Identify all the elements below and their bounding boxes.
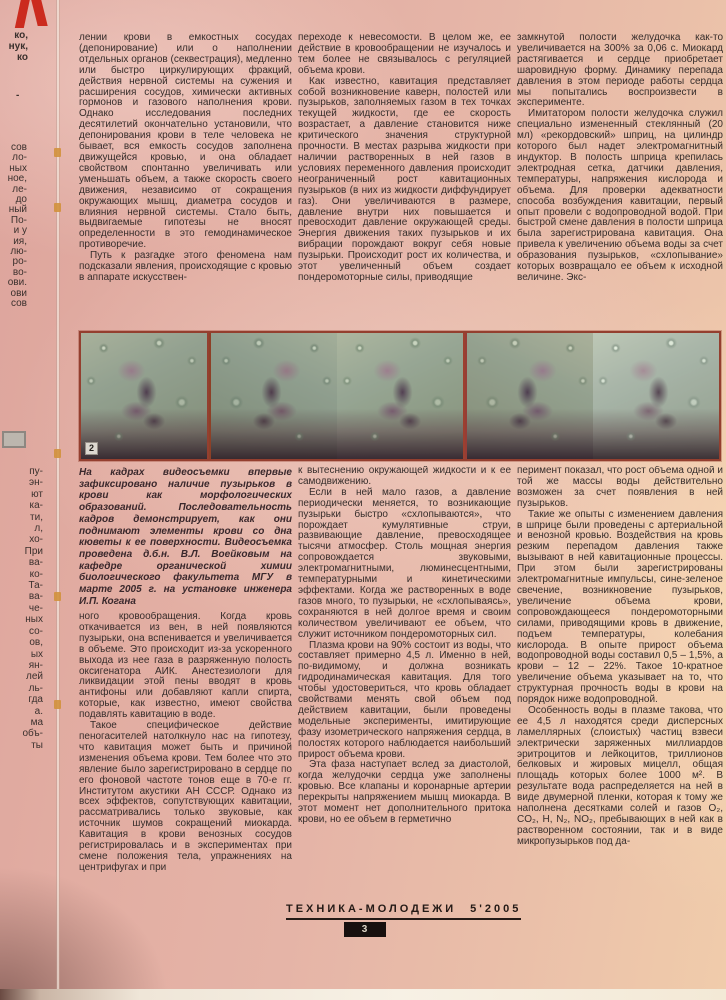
article-column-1-top [79, 33, 292, 332]
binding-tape-mark [54, 148, 61, 157]
spine-fragments-middle [0, 143, 27, 310]
text-fragment: ови. [7, 277, 27, 289]
paragraph: Особенность воды в плазме такова, что ее 4,5 л находятся среди дисперсных ламеллярных (слоистых) частиц взвеси электрически заряженных миллиардов эритроцитов и лейкоцитов, триллионов белковых и жировых мицелл, общая площадь которых более 1000 м². В результате вода распределяется на ней в виде двумерной пленки, которая к тому же наполнена десятками солей и газов O₂, CO₂, H, N₂, NO₂, пребывающих в ней как в растворенном состоянии, так и в виде микропузырьков под да- [517, 704, 723, 847]
text-fragment: со- [28, 625, 43, 637]
page-bottom-edge [0, 989, 726, 1000]
text-fragment: ых [30, 648, 43, 660]
binding-tape-mark [54, 700, 61, 709]
text-fragment: ных [25, 614, 43, 626]
text-fragment: пу- [29, 466, 43, 477]
paragraph: Такие же опыты с изменением давления в шприце были проведены с артериальной и венозной кровью. Воздействия на кровь резким перепадом давления также вызывают в ней кавитационные процессы. При этом были зарегистрированы электромагнитные импульсы, сине-зеленое свечение, возникновение пузырьков, увеличение объема крови, сопровождающееся пондеромоторными силами, приводящими кровь в движение, подъем температуры, колебания кислорода. В опыте прирост объема водопроводной воды составил 0,5 – 1,5%, а крови – 12 – 22%. Такое 10-кратное увеличение объема указывает на то, что структурная прочность воды в крови на порядок ниже водопроводной. [517, 508, 723, 706]
text-fragment: ти, [30, 511, 43, 523]
paragraph: Такое специфическое действие пеногасителей натолкнуло нас на гипотезу, что кавитация может быть и причиной изменения объема крови. Тем более что это явление было зарегистрировано в сердце по его фоновой частоте тонов еще в 70-е гг. Институтом акустики АН СССР. Однако из всех эффектов, сопутствующих кавитации, рассматривались только звуковые, как источник шумов сокращений миокарда. Кавитация в крови венозных сосудов регистрировалась и в экспериментах при смене положения тела, упражнениях на центрифугах и при [79, 720, 292, 873]
text-fragment: ло- [12, 152, 27, 164]
text-fragment: По- [10, 214, 27, 226]
text-fragment: При [24, 545, 43, 557]
text-fragment: ное, [7, 173, 27, 185]
text-fragment: хо- [29, 534, 43, 546]
spine-red-letter-fragment [12, 0, 48, 30]
text-fragment: ко- [29, 568, 43, 580]
text-fragment: ко, [14, 30, 28, 41]
paragraph: Имитатором полости желудочка служил специально измененный стеклянный (20 мл) «рекордовский» шприц, на цилиндр которого был надет электромагнитный индуктор. В полость шприца крепилась электродная сетка, датчики давления, температуры, напряжения кислорода и объема. Для проверки адекватности способа возбуждения кавитации, первый опыт провели с водопроводной водой. При быстрой смене давления в полости шприца была зарегистрирована кавитация. Она привела к увеличению объема воды за счет образования пузырьков, «схлопывание» которых возвращало ее объем к исходной величине. Экс- [517, 108, 723, 283]
magazine-title-line [286, 903, 521, 920]
text-fragment: нук, [8, 40, 28, 52]
figure-photo-strip [79, 331, 721, 461]
paragraph: Путь к разгадке этого феномена нам подсказали явления, происходящие с кровью в аппарате искусствен- [79, 250, 292, 283]
text-fragment: во- [12, 266, 27, 278]
text-fragment: ют [31, 488, 43, 500]
figure-caption: На кадрах видеосъемки впервые зафиксировано наличие пузырьков в крови как морфологических образований. Последовательность кадров демонстрирует, как они поднимают элементы крови со дна кюветы к ее поверхности. Видеосъемка проведена д.б.н. В.Л. Воейковым на кафедре органической химии биологического факультета МГУ в марте 2005 г. на установке инженера И.П. Когана [79, 467, 292, 607]
page-footer [286, 899, 586, 937]
article-column-3-top [517, 33, 723, 332]
text-fragment: сов [11, 142, 27, 153]
figure-number-label: 2 [85, 442, 98, 455]
paragraph: лении крови в емкостных сосудах (депонирование) или о наполнении отдельных органов (секвестрация), медленно или быстро циркулирующих фракций, действия нервной системы на сужения и расширения сосудов, химически активных гормонов и газового наполнения крови. Однако исследования последних десятилетий окончательно установили, что депонирования крови в теле человека не бывает, вся емкость сосудов заполнена движущейся кровью, и она обладает свойством спонтанно увеличивать или уменьшать объем, а также скорость своего движения, независимо от сокращения окружающих мышц, диаметра сосудов и влияния нервной системы. Стало быть, выдвигаемые гипотезы не вносят определенности в это гемодинамическое противоречие. [79, 33, 292, 251]
paragraph: Плазма крови на 90% состоит из воды, что составляет примерно 4,5 л. Именно в ней, по-видимому, и должна возникать гидродинамическая кавитация. Для того чтобы удостовериться, что кровь обладает свойствами менять свой объем под действием кавитации, были проведены модельные эксперименты, имитирующие фазу изометрического напряжения сердца, в полостях которого наблюдается наибольший прирост объема крови. [298, 639, 511, 760]
binding-tape-mark [54, 592, 61, 601]
text-fragment: ты [31, 739, 43, 751]
text-fragment: Та- [28, 580, 43, 592]
spine-fragments-bottom [0, 466, 43, 751]
paragraph: замкнутой полости желудочка как-то увеличивается на 300% за 0,06 с. Миокард растягивается и сердце приобретает шаровидную форму. Динамику перепада давления в этом периоде работы сердца мы попытались воспроизвести в эксперименте. [517, 33, 723, 109]
page-gutter [0, 0, 72, 1000]
microscopy-frame [81, 333, 209, 459]
text-fragment: ия, [13, 235, 27, 247]
article-column-3-bottom [517, 466, 723, 936]
microscopy-frame [337, 333, 465, 459]
text-fragment: и у [13, 225, 27, 237]
text-fragment: эн- [29, 477, 43, 489]
microscopy-frame [209, 333, 337, 459]
text-fragment: ро- [12, 256, 27, 268]
text-fragment: ов, [29, 637, 43, 649]
text-fragment: ль- [28, 682, 43, 694]
paragraph: перимент показал, что рост объема одной и той же массы воды действительно возможен за счет появления в ней пузырьков. [517, 466, 723, 509]
microscopy-frame [465, 333, 593, 459]
microscopy-frame [593, 333, 719, 459]
text-fragment: а. [34, 705, 43, 717]
text-fragment: ян- [28, 659, 43, 671]
binding-tape-mark [54, 203, 61, 212]
text-fragment: че- [28, 602, 43, 614]
paragraph: Если в ней мало газов, а давление периодически меняется, то возникающие пузырьки быстро «схлопываются», что порождает кумулятивные струи, развивающие давление, превосходящее тысячи атмосфер. Столь мощная энергия сопровождается звуковыми, электромагнитными, люминесцентными, температурными и кинетическими эффектами. Когда же растворенных в воде газов много, то пузырьки, не «схлопываясь», сохраняются в ней долгое время и своим количеством увеличивают ее объем, что служит источником пондеромоторных сил. [298, 486, 511, 640]
text-fragment: лей [26, 671, 43, 683]
text-fragment: ный [8, 204, 27, 216]
article-column-2-top [298, 33, 511, 332]
text-fragment: лю- [10, 246, 27, 258]
paragraph: ного кровообращения. Когда кровь откачивается из вен, в ней появляются пузырьки, она вспенивается и увеличивается в объеме. Это происходит из-за ускоренного выхода из нее газа в разряженную полость оксигенатора АИК. Анестезиологи для ликвидации этой пены вводят в кровь антифоны или добавляют капли спирта, которые, как известно, имеют свойства подавлять кавитацию в воде. [79, 612, 292, 721]
text-fragment: л, [34, 523, 43, 535]
text-fragment: ко [17, 51, 28, 63]
paragraph: к вытеснению окружающей жидкости и к ее самодвижению. [298, 466, 511, 487]
magazine-title: ТЕХНИКА-МОЛОДЕЖИ [286, 903, 457, 915]
paragraph: Как известно, кавитация представляет собой возникновение каверн, полостей или пузырьков, заполняемых газом в тех точках текущей жидкости, где ее скорость возрастает, а давление становится ниже критического значения структурной прочности. В местах разрыва жидкости при наличии растворенных в ней газов в условиях переменного давления происходит неограниченный рост кавитационных пузырьков (в них из жидкости диффундирует газ). Они увеличиваются в размере, давление внутри них повышается и превосходит давление окружающей среды. Энергия движения таких пузырьков и их вибрации порождают вокруг себя новые пузырьки. Происходит рост их количества, и этот увеличенный объем создает пондеромоторные силы, приводящие [298, 75, 511, 283]
article-column-1-bottom [79, 612, 292, 904]
binding-tape-mark [54, 449, 61, 458]
spine-photo-corner [2, 431, 26, 448]
page-number: 3 [344, 922, 386, 937]
text-fragment: ма [30, 716, 43, 728]
text-fragment: ови [10, 287, 27, 299]
spine-fragments-top [0, 31, 28, 63]
paragraph: Эта фаза наступает вслед за диастолой, когда желудочки сердца уже заполнены кровью. Все клапаны и коронарные артерии перекрыты напряжением мышц миокарда. В этот момент нет дополнительного притока крови, но ее объем в герметично [298, 759, 511, 825]
text-fragment: ва- [28, 557, 43, 569]
text-fragment: ных [9, 162, 27, 174]
spine-dash-fragment: - [16, 90, 20, 101]
issue-number: 5'2005 [470, 903, 522, 915]
text-fragment: ва- [28, 591, 43, 603]
text-fragment: ле- [12, 183, 27, 195]
text-fragment: сов [11, 298, 27, 310]
paragraph: переходе к невесомости. В целом же, ее действие в кровообращении не изучалось и тем более не связывалось с регуляцией объема крови. [298, 33, 511, 76]
article-column-2-bottom [298, 466, 511, 936]
text-fragment: ка- [29, 500, 43, 512]
text-fragment: объ- [22, 728, 43, 740]
text-fragment: до [15, 194, 27, 206]
text-fragment: гда [28, 694, 43, 706]
